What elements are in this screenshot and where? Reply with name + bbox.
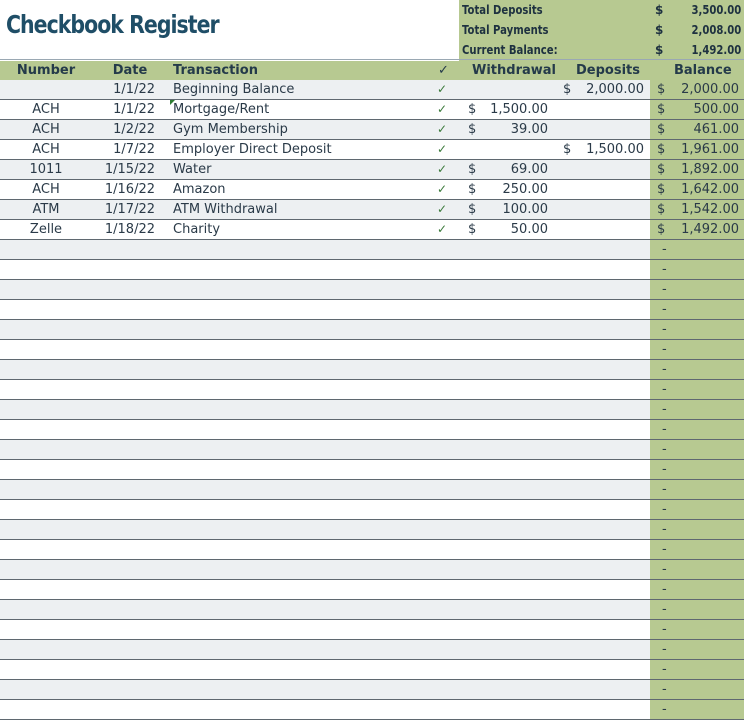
cell-withdrawal-currency: $ [468, 182, 477, 197]
table-row[interactable] [0, 500, 744, 520]
table-row[interactable] [0, 480, 744, 500]
cell-balance-currency: $ [657, 102, 666, 117]
cell-balance-empty[interactable]: - [662, 682, 667, 697]
cell-balance-empty[interactable]: - [662, 242, 667, 257]
table-row[interactable] [0, 660, 744, 680]
table-row[interactable] [0, 540, 744, 560]
cell-transaction[interactable]: ATM Withdrawal [173, 202, 278, 217]
summary-row-total-payments [459, 20, 744, 40]
cell-withdrawal-currency: $ [468, 222, 477, 237]
cell-balance-empty[interactable]: - [662, 642, 667, 657]
table-row[interactable] [0, 640, 744, 660]
summary-label: Current Balance: [462, 43, 558, 57]
cell-date[interactable]: 1/7/22 [113, 142, 155, 157]
cell-balance-empty[interactable]: - [662, 502, 667, 517]
table-row[interactable] [0, 460, 744, 480]
comment-indicator-icon[interactable] [170, 100, 175, 105]
cell-transaction[interactable]: Charity [173, 222, 221, 237]
cell-withdrawal-currency: $ [468, 122, 477, 137]
cell-balance-empty[interactable]: - [662, 582, 667, 597]
summary-currency: $ [655, 3, 664, 17]
cell-balance-empty[interactable]: - [662, 362, 667, 377]
divider [0, 59, 744, 60]
check-icon[interactable]: ✓ [437, 182, 448, 196]
cell-date[interactable]: 1/1/22 [113, 102, 155, 117]
cell-transaction[interactable]: Water [173, 162, 212, 177]
table-row[interactable] [0, 200, 744, 220]
page-title: Checkbook Register [6, 10, 219, 39]
table-row[interactable] [0, 160, 744, 180]
cell-transaction[interactable]: Mortgage/Rent [173, 102, 270, 117]
table-row[interactable] [0, 600, 744, 620]
check-icon[interactable]: ✓ [437, 142, 448, 156]
summary-value[interactable]: 2,008.00 [691, 23, 741, 37]
summary-label: Total Payments [462, 23, 549, 37]
cell-balance-empty[interactable]: - [662, 322, 667, 337]
summary-value[interactable]: 3,500.00 [691, 3, 741, 17]
table-row[interactable] [0, 260, 744, 280]
cell-number[interactable]: Zelle [29, 222, 63, 237]
header-number[interactable]: Number [16, 63, 76, 78]
cell-withdrawal[interactable]: 39.00 [510, 122, 548, 137]
table-row[interactable] [0, 240, 744, 260]
cell-balance-currency: $ [657, 202, 666, 217]
cell-transaction[interactable]: Employer Direct Deposit [173, 142, 332, 157]
cell-date[interactable]: 1/17/22 [104, 202, 155, 217]
cell-withdrawal[interactable]: 50.00 [510, 222, 548, 237]
cell-balance-currency: $ [657, 222, 666, 237]
cell-number[interactable]: ACH [32, 122, 60, 137]
cell-deposit-currency: $ [563, 142, 572, 157]
table-row[interactable] [0, 380, 744, 400]
table-row[interactable] [0, 580, 744, 600]
check-icon[interactable]: ✓ [437, 202, 448, 216]
table-row[interactable] [0, 140, 744, 160]
cell-balance-empty[interactable]: - [662, 262, 667, 277]
table-row[interactable] [0, 560, 744, 580]
summary-currency: $ [655, 23, 664, 37]
summary-row-total-deposits [459, 0, 744, 20]
table-row[interactable] [0, 120, 744, 140]
cell-balance-empty[interactable]: - [662, 302, 667, 317]
table-row[interactable] [0, 520, 744, 540]
cell-transaction[interactable]: Amazon [173, 182, 226, 197]
cell-balance-empty[interactable]: - [662, 382, 667, 397]
check-icon[interactable]: ✓ [437, 102, 448, 116]
cell-balance-currency: $ [657, 122, 666, 137]
table-row[interactable] [0, 700, 744, 720]
cell-balance[interactable]: 1,642.00 [681, 182, 739, 197]
cell-deposit[interactable]: 2,000.00 [586, 82, 644, 97]
cell-balance-empty[interactable]: - [662, 482, 667, 497]
table-row[interactable] [0, 100, 744, 120]
table-row[interactable] [0, 340, 744, 360]
header-check-icon[interactable]: ✓ [438, 63, 449, 78]
cell-balance-currency: $ [657, 82, 666, 97]
cell-balance-currency: $ [657, 162, 666, 177]
header-balance[interactable]: Balance [674, 63, 732, 78]
table-row[interactable] [0, 320, 744, 340]
cell-number[interactable]: ACH [32, 142, 60, 157]
cell-number[interactable]: ATM [32, 202, 60, 217]
cell-balance-currency: $ [657, 182, 666, 197]
cell-balance-empty[interactable]: - [662, 402, 667, 417]
cell-deposit-currency: $ [563, 82, 572, 97]
cell-balance-empty[interactable]: - [662, 342, 667, 357]
cell-deposit[interactable]: 1,500.00 [586, 142, 644, 157]
cell-balance[interactable]: 1,961.00 [681, 142, 739, 157]
table-row[interactable] [0, 360, 744, 380]
cell-balance-empty[interactable]: - [662, 542, 667, 557]
cell-balance[interactable]: 1,492.00 [681, 222, 739, 237]
cell-transaction[interactable]: Beginning Balance [173, 82, 295, 97]
cell-transaction[interactable]: Gym Membership [173, 122, 288, 137]
cell-balance-empty[interactable]: - [662, 662, 667, 677]
cell-withdrawal[interactable]: 100.00 [502, 202, 548, 217]
table-row[interactable] [0, 180, 744, 200]
cell-number[interactable]: ACH [32, 182, 60, 197]
cell-balance-empty[interactable]: - [662, 422, 667, 437]
cell-balance-empty[interactable]: - [662, 522, 667, 537]
table-row[interactable] [0, 620, 744, 640]
summary-currency: $ [655, 43, 664, 57]
cell-balance-currency: $ [657, 142, 666, 157]
cell-balance[interactable]: 500.00 [693, 102, 739, 117]
header-deposits[interactable]: Deposits [576, 63, 640, 78]
cell-balance[interactable]: 1,542.00 [681, 202, 739, 217]
cell-number[interactable]: 1011 [29, 162, 63, 177]
cell-date[interactable]: 1/1/22 [113, 82, 155, 97]
summary-label: Total Deposits [462, 3, 543, 17]
check-icon[interactable]: ✓ [437, 122, 448, 136]
cell-withdrawal-currency: $ [468, 102, 477, 117]
check-icon[interactable]: ✓ [437, 82, 448, 96]
cell-balance-empty[interactable]: - [662, 282, 667, 297]
column-header-row [0, 61, 744, 80]
cell-balance-empty[interactable]: - [662, 462, 667, 477]
cell-balance[interactable]: 1,892.00 [681, 162, 739, 177]
cell-balance-empty[interactable]: - [662, 702, 667, 717]
cell-date[interactable]: 1/18/22 [104, 222, 155, 237]
cell-balance-empty[interactable]: - [662, 622, 667, 637]
table-row[interactable] [0, 300, 744, 320]
check-icon[interactable]: ✓ [437, 222, 448, 236]
register-table [0, 80, 744, 720]
table-row[interactable] [0, 220, 744, 240]
summary-value[interactable]: 1,492.00 [691, 43, 741, 57]
cell-date[interactable]: 1/2/22 [113, 122, 155, 137]
table-row[interactable] [0, 680, 744, 700]
cell-withdrawal[interactable]: 250.00 [502, 182, 548, 197]
cell-balance[interactable]: 461.00 [693, 122, 739, 137]
cell-balance[interactable]: 2,000.00 [681, 82, 739, 97]
cell-balance-empty[interactable]: - [662, 562, 667, 577]
table-row[interactable] [0, 400, 744, 420]
cell-withdrawal-currency: $ [468, 202, 477, 217]
check-icon[interactable]: ✓ [437, 162, 448, 176]
table-row[interactable] [0, 440, 744, 460]
header-withdrawal[interactable]: Withdrawal [472, 63, 556, 78]
cell-date[interactable]: 1/15/22 [104, 162, 155, 177]
cell-balance-empty[interactable]: - [662, 602, 667, 617]
header-date[interactable]: Date [112, 63, 148, 78]
table-row[interactable] [0, 420, 744, 440]
header-transaction[interactable]: Transaction [173, 63, 258, 78]
cell-balance-empty[interactable]: - [662, 442, 667, 457]
cell-date[interactable]: 1/16/22 [104, 182, 155, 197]
cell-withdrawal-currency: $ [468, 162, 477, 177]
cell-withdrawal[interactable]: 1,500.00 [490, 102, 548, 117]
summary-row-current-balance [459, 40, 744, 60]
table-row[interactable] [0, 80, 744, 100]
summary-panel [459, 0, 744, 61]
table-row[interactable] [0, 280, 744, 300]
cell-withdrawal[interactable]: 69.00 [510, 162, 548, 177]
cell-number[interactable]: ACH [32, 102, 60, 117]
